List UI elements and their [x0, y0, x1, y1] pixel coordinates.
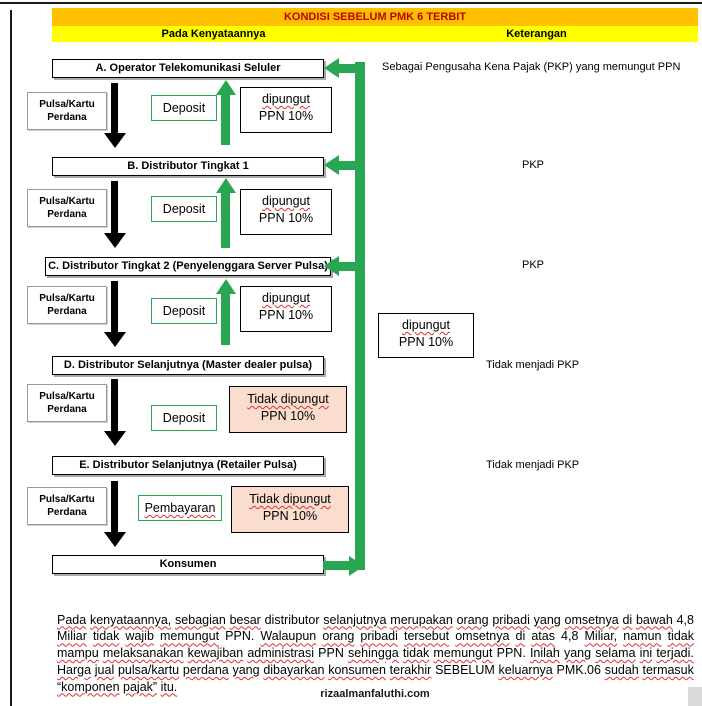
dipungut-ppn-box-a: dipungut PPN 10%: [240, 87, 332, 133]
commentary-word: yang: [563, 646, 592, 661]
commentary-word: administrasi: [247, 646, 314, 661]
flow-arrowhead-down-d: [104, 431, 126, 446]
deposit-box-b: Deposit: [151, 196, 217, 222]
commentary-word: memungut: [160, 629, 220, 644]
deposit-arrow-up-a: [221, 94, 230, 145]
commentary-word: besar: [229, 612, 261, 627]
commentary-word: Walaupun: [260, 629, 317, 644]
commentary-word: terjadi.: [656, 646, 694, 661]
commentary-word: di: [515, 629, 526, 644]
commentary-word: orang: [456, 612, 489, 627]
dipungut-ppn-box-c: dipungut PPN 10%: [240, 286, 332, 332]
diagram-title: KONDISI SEBELUM PMK 6 TERBIT: [52, 8, 698, 26]
commentary-word: 4,8: [561, 629, 579, 644]
commentary-word: sehingga: [347, 646, 399, 661]
commentary-word: PMK.06: [556, 662, 601, 677]
commentary-word: namun: [623, 629, 662, 644]
entity-box-master-dealer: D. Distributor Selanjutnya (Master dealer pulsa): [52, 356, 324, 375]
commentary-word: SEBELUM: [435, 662, 495, 677]
commentary-word: PPN: [318, 646, 344, 661]
return-branch-b-shaft: [339, 161, 356, 170]
deposit-arrowhead-up-c: [216, 279, 236, 294]
deposit-arrowhead-up-a: [216, 80, 236, 95]
commentary-word: orang: [322, 629, 355, 644]
supply-box-d: Pulsa/Kartu Perdana: [27, 384, 107, 422]
commentary-word: selanjutnya: [323, 612, 387, 627]
flow-arrow-down-d: [111, 379, 118, 431]
page-border-left: [10, 10, 12, 706]
entity-box-konsumen: Konsumen: [52, 555, 324, 574]
commentary-word: PPN.: [496, 646, 526, 661]
keterangan-note-c: PKP: [522, 259, 545, 271]
entity-box-operator: A. Operator Telekomunikasi Seluler: [52, 59, 324, 78]
commentary-word: wajib: [125, 629, 154, 644]
commentary-word: omsetnya: [564, 612, 619, 627]
flow-arrowhead-down-c: [104, 332, 126, 347]
return-arrowhead-to-c: [324, 256, 339, 276]
commentary-word: jual: [94, 662, 115, 677]
commentary-word: konsumen: [328, 662, 386, 677]
commentary-word: Miliar: [57, 629, 87, 644]
commentary-word: omsetnya: [455, 629, 510, 644]
commentary-word: bawah: [635, 612, 673, 627]
commentary-word: “komponen: [57, 679, 120, 694]
commentary-word: tersebut: [403, 629, 450, 644]
supply-box-c: Pulsa/Kartu Perdana: [27, 286, 107, 324]
commentary-word: sebagian: [175, 612, 226, 627]
column-header-right: Keterangan: [506, 28, 567, 40]
commentary-word: tidak: [667, 629, 694, 644]
commentary-word: pribadi: [492, 612, 530, 627]
flow-arrow-down-c: [111, 281, 118, 332]
tidak-dipungut-ppn-box-d: Tidak dipungut PPN 10%: [229, 386, 347, 433]
commentary-word: selama: [595, 646, 636, 661]
supply-box-e: Pulsa/Kartu Perdana: [27, 487, 107, 525]
commentary-word: PPN.: [225, 629, 255, 644]
commentary-word: itu.: [160, 679, 178, 694]
commentary-word: memungut: [433, 646, 493, 661]
dipungut-ppn-box-b: dipungut PPN 10%: [240, 189, 332, 235]
commentary-word: Miliar,: [584, 629, 618, 644]
konsumen-out-shaft: [323, 561, 349, 570]
commentary-word: mampu: [57, 646, 99, 661]
commentary-word: pajak”: [123, 679, 158, 694]
return-arrowhead-to-a: [324, 58, 339, 78]
page-border-top: [0, 2, 702, 4]
flow-arrow-down-e: [111, 481, 118, 532]
keterangan-note-e: Tidak menjadi PKP: [486, 459, 580, 471]
commentary-word: Inilah: [529, 646, 560, 661]
dipungut-ppn-box-mid: dipungut PPN 10%: [378, 313, 474, 358]
return-line-top-shaft: [339, 64, 356, 73]
supply-box-a: Pulsa/Kartu Perdana: [27, 92, 107, 130]
commentary-word: tidak: [402, 646, 430, 661]
commentary-word: atas: [531, 629, 555, 644]
commentary-word: kenyataannya,: [89, 612, 172, 627]
deposit-arrow-up-b: [221, 192, 230, 248]
commentary-paragraph: [57, 612, 694, 696]
deposit-box-c: Deposit: [151, 298, 217, 324]
commentary-word: 4,8: [676, 612, 694, 627]
commentary-word: pribadi: [360, 629, 398, 644]
commentary-word: merupakan: [390, 612, 453, 627]
commentary-word: terakhir: [389, 662, 432, 677]
entity-box-distributor-2: C. Distributor Tingkat 2 (Penyelenggara Server Pulsa): [45, 257, 331, 276]
commentary-word: keluarnya: [498, 662, 553, 677]
supply-box-b: Pulsa/Kartu Perdana: [27, 189, 107, 227]
commentary-word: kewajiban: [187, 646, 244, 661]
commentary-word: sudah: [604, 662, 639, 677]
flow-arrowhead-down-a: [104, 133, 126, 148]
konsumen-out-arrowhead: [349, 556, 364, 576]
commentary-word: Harga: [57, 662, 92, 677]
return-arrowhead-to-b: [324, 155, 339, 175]
site-credit: rizaalmanfaluthi.com: [320, 688, 430, 700]
commentary-word: dibayarkan: [263, 662, 325, 677]
commentary-word: melaksanakan: [102, 646, 184, 661]
return-branch-c-shaft: [339, 262, 356, 271]
flow-arrowhead-down-e: [104, 532, 126, 547]
commentary-word: ini: [639, 646, 653, 661]
pembayaran-box-e: Pembayaran: [138, 495, 222, 521]
deposit-box-a: Deposit: [151, 95, 217, 121]
flow-arrow-down-b: [111, 181, 118, 233]
commentary-word: distributor: [264, 612, 320, 627]
commentary-word: tidak: [92, 629, 120, 644]
commentary-word: perdana: [182, 662, 229, 677]
keterangan-note-a: Sebagai Pengusaha Kena Pajak (PKP) yang memungut PPN: [382, 61, 681, 73]
keterangan-note-d: Tidak menjadi PKP: [486, 359, 580, 371]
column-header-row: [52, 26, 698, 42]
commentary-word: yang: [533, 612, 561, 627]
entity-box-retailer: E. Distributor Selanjutnya (Retailer Pulsa): [52, 456, 324, 475]
commentary-word: pulsa/kartu: [117, 662, 180, 677]
commentary-word: di: [622, 612, 633, 627]
commentary-word: termasuk: [642, 662, 694, 677]
flow-arrow-down-a: [111, 83, 118, 133]
deposit-arrow-up-c: [221, 293, 230, 345]
commentary-word: yang: [232, 662, 260, 677]
column-header-left: Pada Kenyataannya: [161, 28, 266, 40]
commentary-word: Pada: [57, 612, 87, 627]
entity-box-distributor-1: B. Distributor Tingkat 1: [52, 157, 324, 176]
keterangan-note-b: PKP: [522, 159, 545, 171]
deposit-box-d: Deposit: [151, 405, 217, 431]
deposit-arrowhead-up-b: [216, 178, 236, 193]
flow-arrowhead-down-b: [104, 233, 126, 248]
return-line-vertical: [355, 62, 365, 570]
tidak-dipungut-ppn-box-e: Tidak dipungut PPN 10%: [231, 486, 349, 533]
